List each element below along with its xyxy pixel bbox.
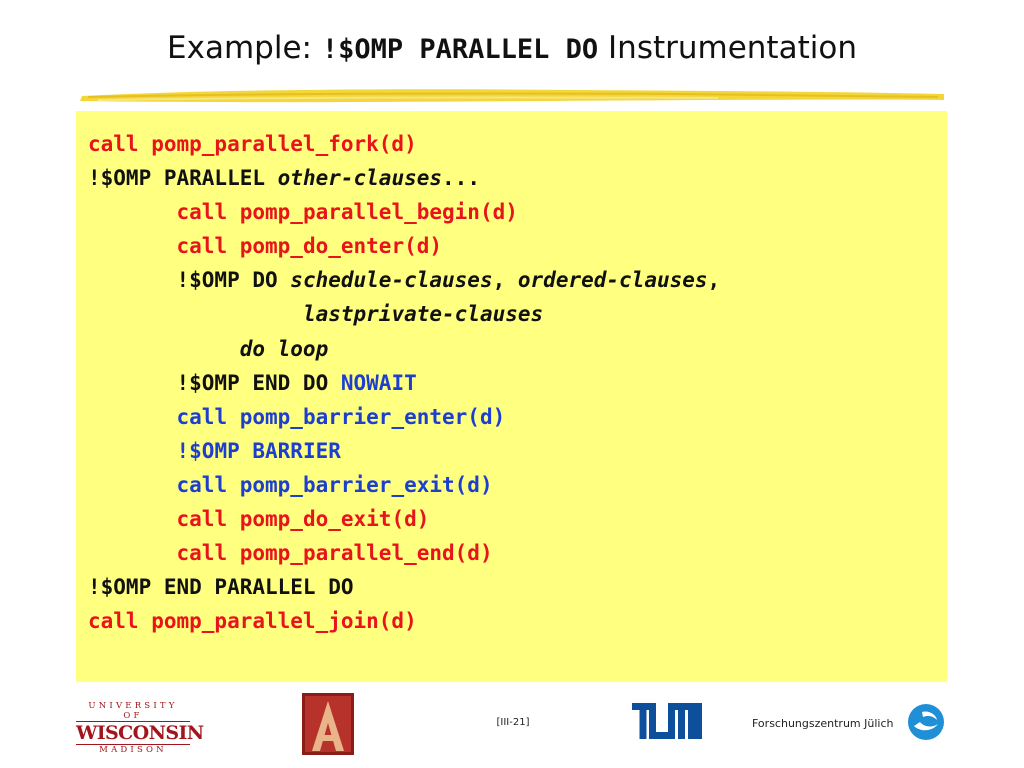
code-line [88, 127, 720, 161]
code-line [88, 536, 720, 570]
code-line [88, 229, 720, 263]
code-segment [88, 302, 303, 326]
code-segment: !$OMP BARRIER [176, 438, 341, 463]
code-segment [88, 439, 177, 463]
slide-title [0, 30, 1024, 66]
code-line [88, 570, 720, 604]
code-line [88, 400, 720, 434]
page-number: [III-21] [496, 717, 530, 728]
code-segment: call pomp_parallel_begin(d) [176, 200, 518, 225]
code-segment [88, 507, 177, 531]
code-segment: !$OMP END PARALLEL DO [88, 575, 354, 600]
uw-logo-bottom: MADISON [99, 745, 167, 755]
code-block [76, 111, 947, 682]
code-segment [88, 405, 177, 429]
code-segment [88, 337, 240, 361]
forschungszentrum-juelich-label: Forschungszentrum Jülich [752, 717, 894, 730]
title-suffix: Instrumentation [598, 30, 857, 66]
tum-logo [632, 703, 702, 739]
code-segment: !$OMP END DO [88, 370, 341, 395]
code-segment: call pomp_parallel_join(d) [88, 609, 417, 634]
code-segment: schedule-clauses [290, 268, 493, 293]
code-line [88, 332, 720, 366]
code-line [88, 366, 720, 400]
code-segment: call pomp_barrier_enter(d) [176, 404, 506, 429]
code-listing [88, 127, 720, 638]
code-segment: other-clauses [277, 166, 443, 191]
code-segment: call pomp_parallel_end(d) [176, 541, 493, 566]
code-segment: !$OMP DO [88, 268, 291, 293]
fzj-swirl-icon [906, 702, 946, 742]
code-segment: call pomp_do_enter(d) [176, 234, 443, 259]
code-segment: , [492, 268, 518, 293]
code-line [88, 161, 720, 195]
code-segment [88, 473, 177, 497]
code-segment: ordered-clauses [517, 268, 708, 293]
code-line [88, 604, 720, 638]
title-code: !$OMP PARALLEL DO [321, 34, 599, 65]
code-line [88, 195, 720, 229]
code-line [88, 468, 720, 502]
code-segment [88, 234, 177, 258]
institute-logo [302, 693, 354, 755]
title-prefix: Example: [167, 30, 322, 66]
title-underline-brush [78, 84, 948, 106]
code-segment: lastprivate-clauses [302, 302, 544, 327]
code-segment [88, 541, 177, 565]
code-segment: call pomp_parallel_fork(d) [88, 132, 417, 156]
code-segment: do loop [239, 336, 329, 361]
code-line [88, 502, 720, 536]
uw-logo-top: UNIVERSITY OF [88, 701, 178, 721]
code-segment: call pomp_do_exit(d) [176, 507, 430, 532]
code-segment: , [707, 268, 721, 293]
code-segment: NOWAIT [340, 370, 417, 395]
code-segment: !$OMP PARALLEL [88, 166, 278, 191]
code-segment: ... [442, 166, 480, 191]
university-of-wisconsin-madison-logo [76, 701, 204, 755]
code-line [88, 263, 720, 297]
code-segment: call pomp_barrier_exit(d) [176, 472, 493, 497]
code-line [88, 434, 720, 468]
code-segment [88, 200, 177, 224]
code-line [88, 297, 720, 331]
uw-logo-middle: WISCONSIN [76, 722, 204, 744]
